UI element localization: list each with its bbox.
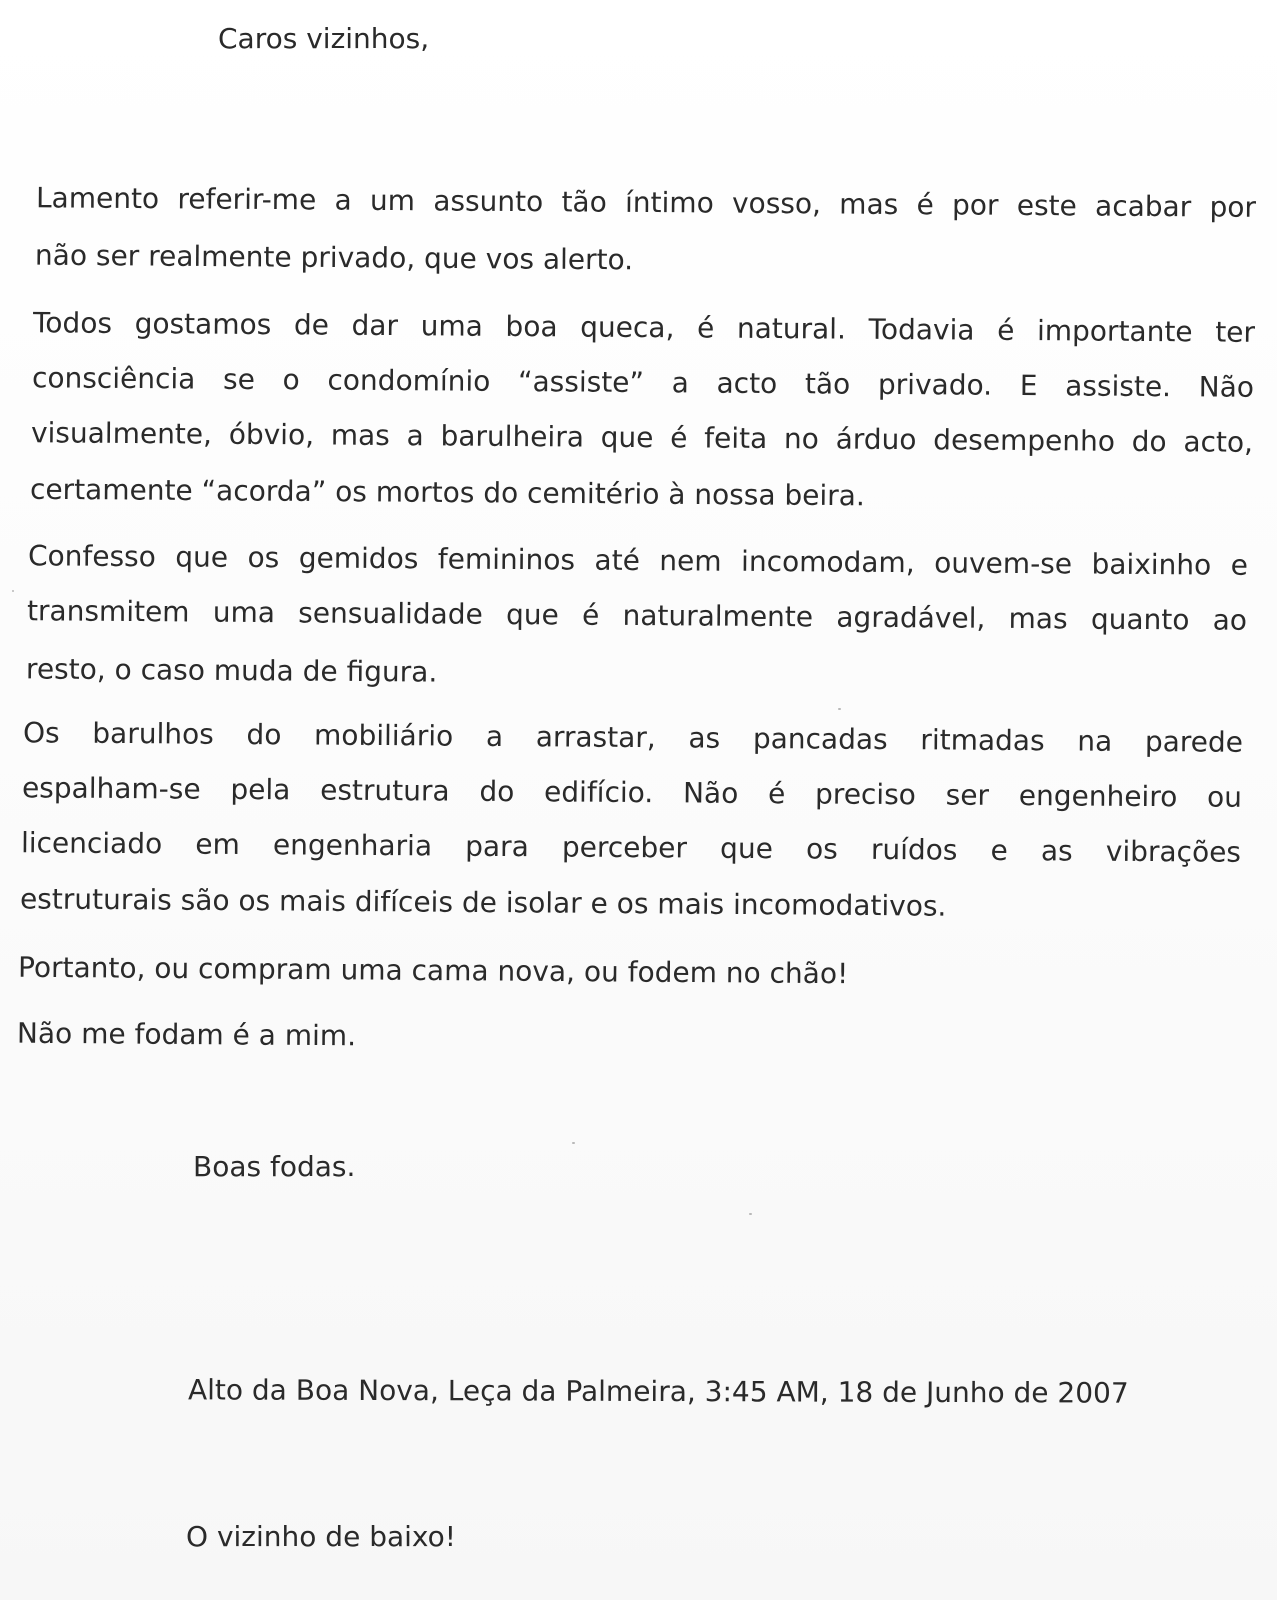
scan-speck — [838, 708, 841, 710]
closing: Boas fodas. — [193, 1150, 356, 1183]
paragraph-4-line-3: licenciado em engenharia para perceber que os ruídos e as vibrações — [20, 826, 1242, 869]
paragraph-4-line-4: estruturais são os mais difíceis de isolar e os mais incomodativos. — [19, 882, 947, 923]
scan-speck — [12, 590, 14, 592]
paragraph-2-line-4: certamente “acorda” os mortos do cemitério à nossa beira. — [29, 472, 865, 513]
signature: O vizinho de baixo! — [186, 1520, 456, 1553]
paragraph-3-line-1: Confesso que os gemidos femininos até nem incomodam, ouvem-se baixinho e — [27, 539, 1249, 582]
paragraph-5-line-1: Portanto, ou compram uma cama nova, ou fodem no chão! — [17, 950, 849, 991]
paragraph-1-line-2: não ser realmente privado, que vos alerto. — [34, 238, 634, 277]
paragraph-2-line-2: consciência se o condomínio “assiste” a acto tão privado. E assiste. Não — [31, 361, 1255, 404]
greeting: Caros vizinhos, — [218, 22, 430, 55]
paragraph-4-line-2: espalham-se pela estrutura do edifício. Não é preciso ser engenheiro ou — [21, 771, 1243, 814]
paragraph-2-line-3: visualmente, óbvio, mas a barulheira que é feita no árduo desempenho do acto, — [30, 416, 1254, 459]
paragraph-4-line-1: Os barulhos do mobiliário a arrastar, as pancadas ritmadas na parede — [22, 716, 1244, 759]
scan-speck — [572, 1142, 575, 1144]
paragraph-2-line-1: Todos gostamos de dar uma boa queca, é natural. Todavia é importante ter — [32, 306, 1256, 349]
paragraph-3-line-2: transmitem uma sensualidade que é naturalmente agradável, mas quanto ao — [26, 594, 1248, 637]
paragraph-1-line-1: Lamento referir-me a um assunto tão íntimo vosso, mas é por este acabar por — [35, 181, 1257, 224]
place-and-date: Alto da Boa Nova, Leça da Palmeira, 3:45 AM, 18 de Junho de 2007 — [187, 1373, 1129, 1410]
paragraph-6-line-1: Não me fodam é a mim. — [16, 1016, 357, 1053]
scan-speck — [749, 1213, 752, 1215]
paragraph-3-line-3: resto, o caso muda de figura. — [25, 652, 438, 689]
